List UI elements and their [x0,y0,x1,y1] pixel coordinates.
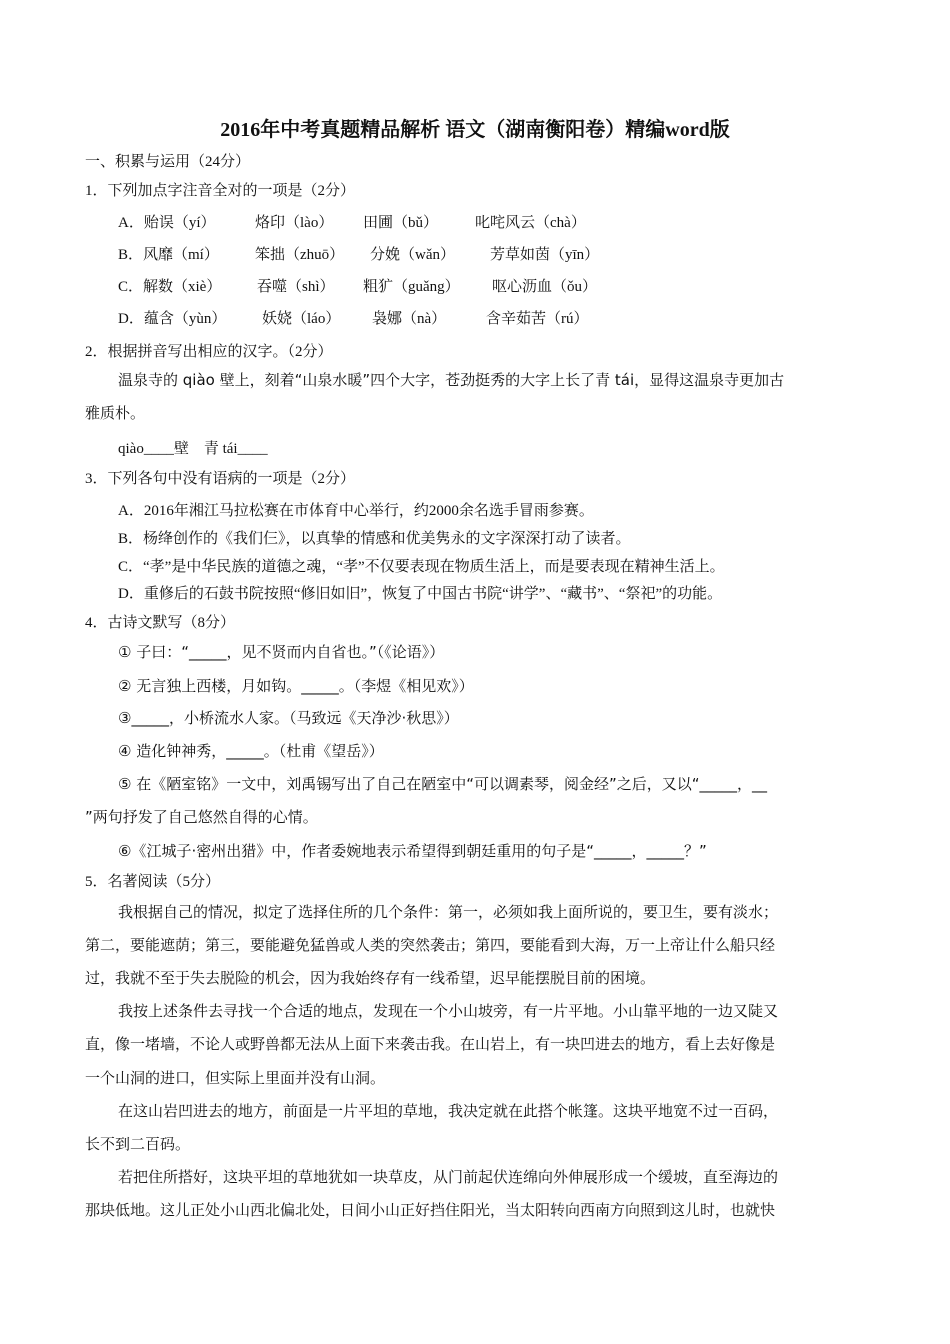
q2-passage-line2: 雅质朴。 [85,404,146,422]
q3-option-d: D．重修后的石鼓书院按照“修旧如旧”，恢复了中国古书院“讲学”、“藏书”、“祭祀”的功能。 [118,586,723,602]
q3-option-b: B．杨绛创作的《我们仨》，以真挚的情感和优美隽永的文字深深打动了读者。 [118,531,631,547]
q1-option-d-3: 袅娜（nà） [372,311,447,327]
q4-item-1: ① 子曰：“_____，见不贤而内自省也。”（《论语》） [118,643,445,661]
q4-item-5-cont: ”两句抒发了自己悠然自得的心情。 [85,808,318,826]
q5-paragraph-line: 第二，要能遮荫；第三，要能避免猛兽或人类的突然袭击；第四，要能看到大海，万一上帝让什么船只经 [85,936,776,954]
q1-option-d-4: 含辛茹苦（rú） [486,311,589,327]
q3-option-a: A．2016年湘江马拉松赛在市体育中心举行，约2000余名选手冒雨参赛。 [118,503,594,519]
q1-option-d-2: 妖娆（láo） [262,311,341,327]
q1-option-d-1: D．蕴含（yùn） [118,311,227,327]
q4-item-2: ② 无言独上西楼，月如钩。_____。（李煜《相见欢》） [118,677,474,695]
q5-paragraph-line: 过，我就不至于失去脱险的机会，因为我始终存有一线希望，迟早能摆脱目前的困境。 [85,969,656,987]
q2-stem: 2．根据拼音写出相应的汉字。（2分） [85,344,333,360]
q1-option-b-4: 芳草如茵（yīn） [490,247,600,263]
q5-paragraph-line: 那块低地。这儿正处小山西北偏北处，日间小山正好挡住阳光，当太阳转向西南方向照到这儿时，也就快 [85,1201,776,1219]
q4-stem: 4．古诗文默写（8分） [85,615,236,631]
q5-paragraph-line: 直，像一堵墙，不论人或野兽都无法从上面下来袭击我。在山岩上，有一块凹进去的地方，看上去好像是 [85,1035,776,1053]
q4-item-3: ③_____，小桥流水人家。（马致远《天净沙·秋思》） [118,709,459,727]
q1-option-b-2: 笨拙（zhuō） [255,247,345,263]
q5-paragraph-line: 在这山岩凹进去的地方，前面是一片平坦的草地，我决定就在此搭个帐篷。这块平地宽不过一百码， [118,1102,779,1120]
q5-paragraph-line: 若把住所搭好，这块平坦的草地犹如一块草皮，从门前起伏连绵向外伸展形成一个缓坡，直至海边的 [118,1168,779,1186]
q5-paragraph-line: 长不到二百码。 [85,1135,191,1153]
q1-stem: 1．下列加点字注音全对的一项是（2分） [85,183,356,199]
q1-option-c-1: C．解数（xiè） [118,279,222,295]
q1-option-b-1: B．风靡（mí） [118,247,219,263]
q2-passage-line1: 温泉寺的 qiào 壁上，刻着“山泉水暖”四个大字，苍劲挺秀的大字上长了青 tái，显得这温泉寺更加古 [118,371,785,389]
q3-stem: 3．下列各句中没有语病的一项是（2分） [85,471,356,487]
section-heading: 一、积累与运用（24分） [85,154,251,170]
q1-option-a-4: 叱咤风云（chà） [475,215,586,231]
q1-option-c-3: 粗犷（guǎng） [363,279,460,295]
page-title: 2016年中考真题精品解析 语文（湖南衡阳卷）精编word版 [220,119,730,141]
q3-option-c: C．“孝”是中华民族的道德之魂，“孝”不仅要表现在物质生活上，而是要表现在精神生活上。 [118,559,725,575]
q4-item-5: ⑤ 在《陋室铭》一文中，刘禹锡写出了自己在陋室中“可以调素琴，阅金经”之后，又以“_____，__ [118,775,768,793]
q1-option-a-2: 烙印（lào） [255,215,334,231]
q1-option-c-4: 呕心沥血（ǒu） [492,279,598,295]
q5-stem: 5．名著阅读（5分） [85,874,221,890]
q4-item-6: ⑥《江城子·密州出猎》中，作者委婉地表示希望得到朝廷重用的句子是“_____，_____？” [118,842,707,860]
q5-paragraph-line: 我按上述条件去寻找一个合适的地点，发现在一个小山坡旁，有一片平地。小山靠平地的一边又陡又 [118,1002,779,1020]
q1-option-a-3: 田圃（bǔ） [363,215,439,231]
q5-paragraph-line: 我根据自己的情况，拟定了选择住所的几个条件：第一，必须如我上面所说的，要卫生，要有淡水； [118,903,779,921]
q1-option-b-3: 分娩（wǎn） [370,247,455,263]
q4-item-4: ④ 造化钟神秀，_____。（杜甫《望岳》） [118,742,384,760]
q1-option-c-2: 吞噬（shì） [257,279,335,295]
q1-option-a-1: A．贻误（yí） [118,215,216,231]
q5-paragraph-line: 一个山洞的进口，但实际上里面并没有山洞。 [85,1069,386,1087]
q2-answer-line: qiào____壁 青 tái____ [118,441,268,457]
